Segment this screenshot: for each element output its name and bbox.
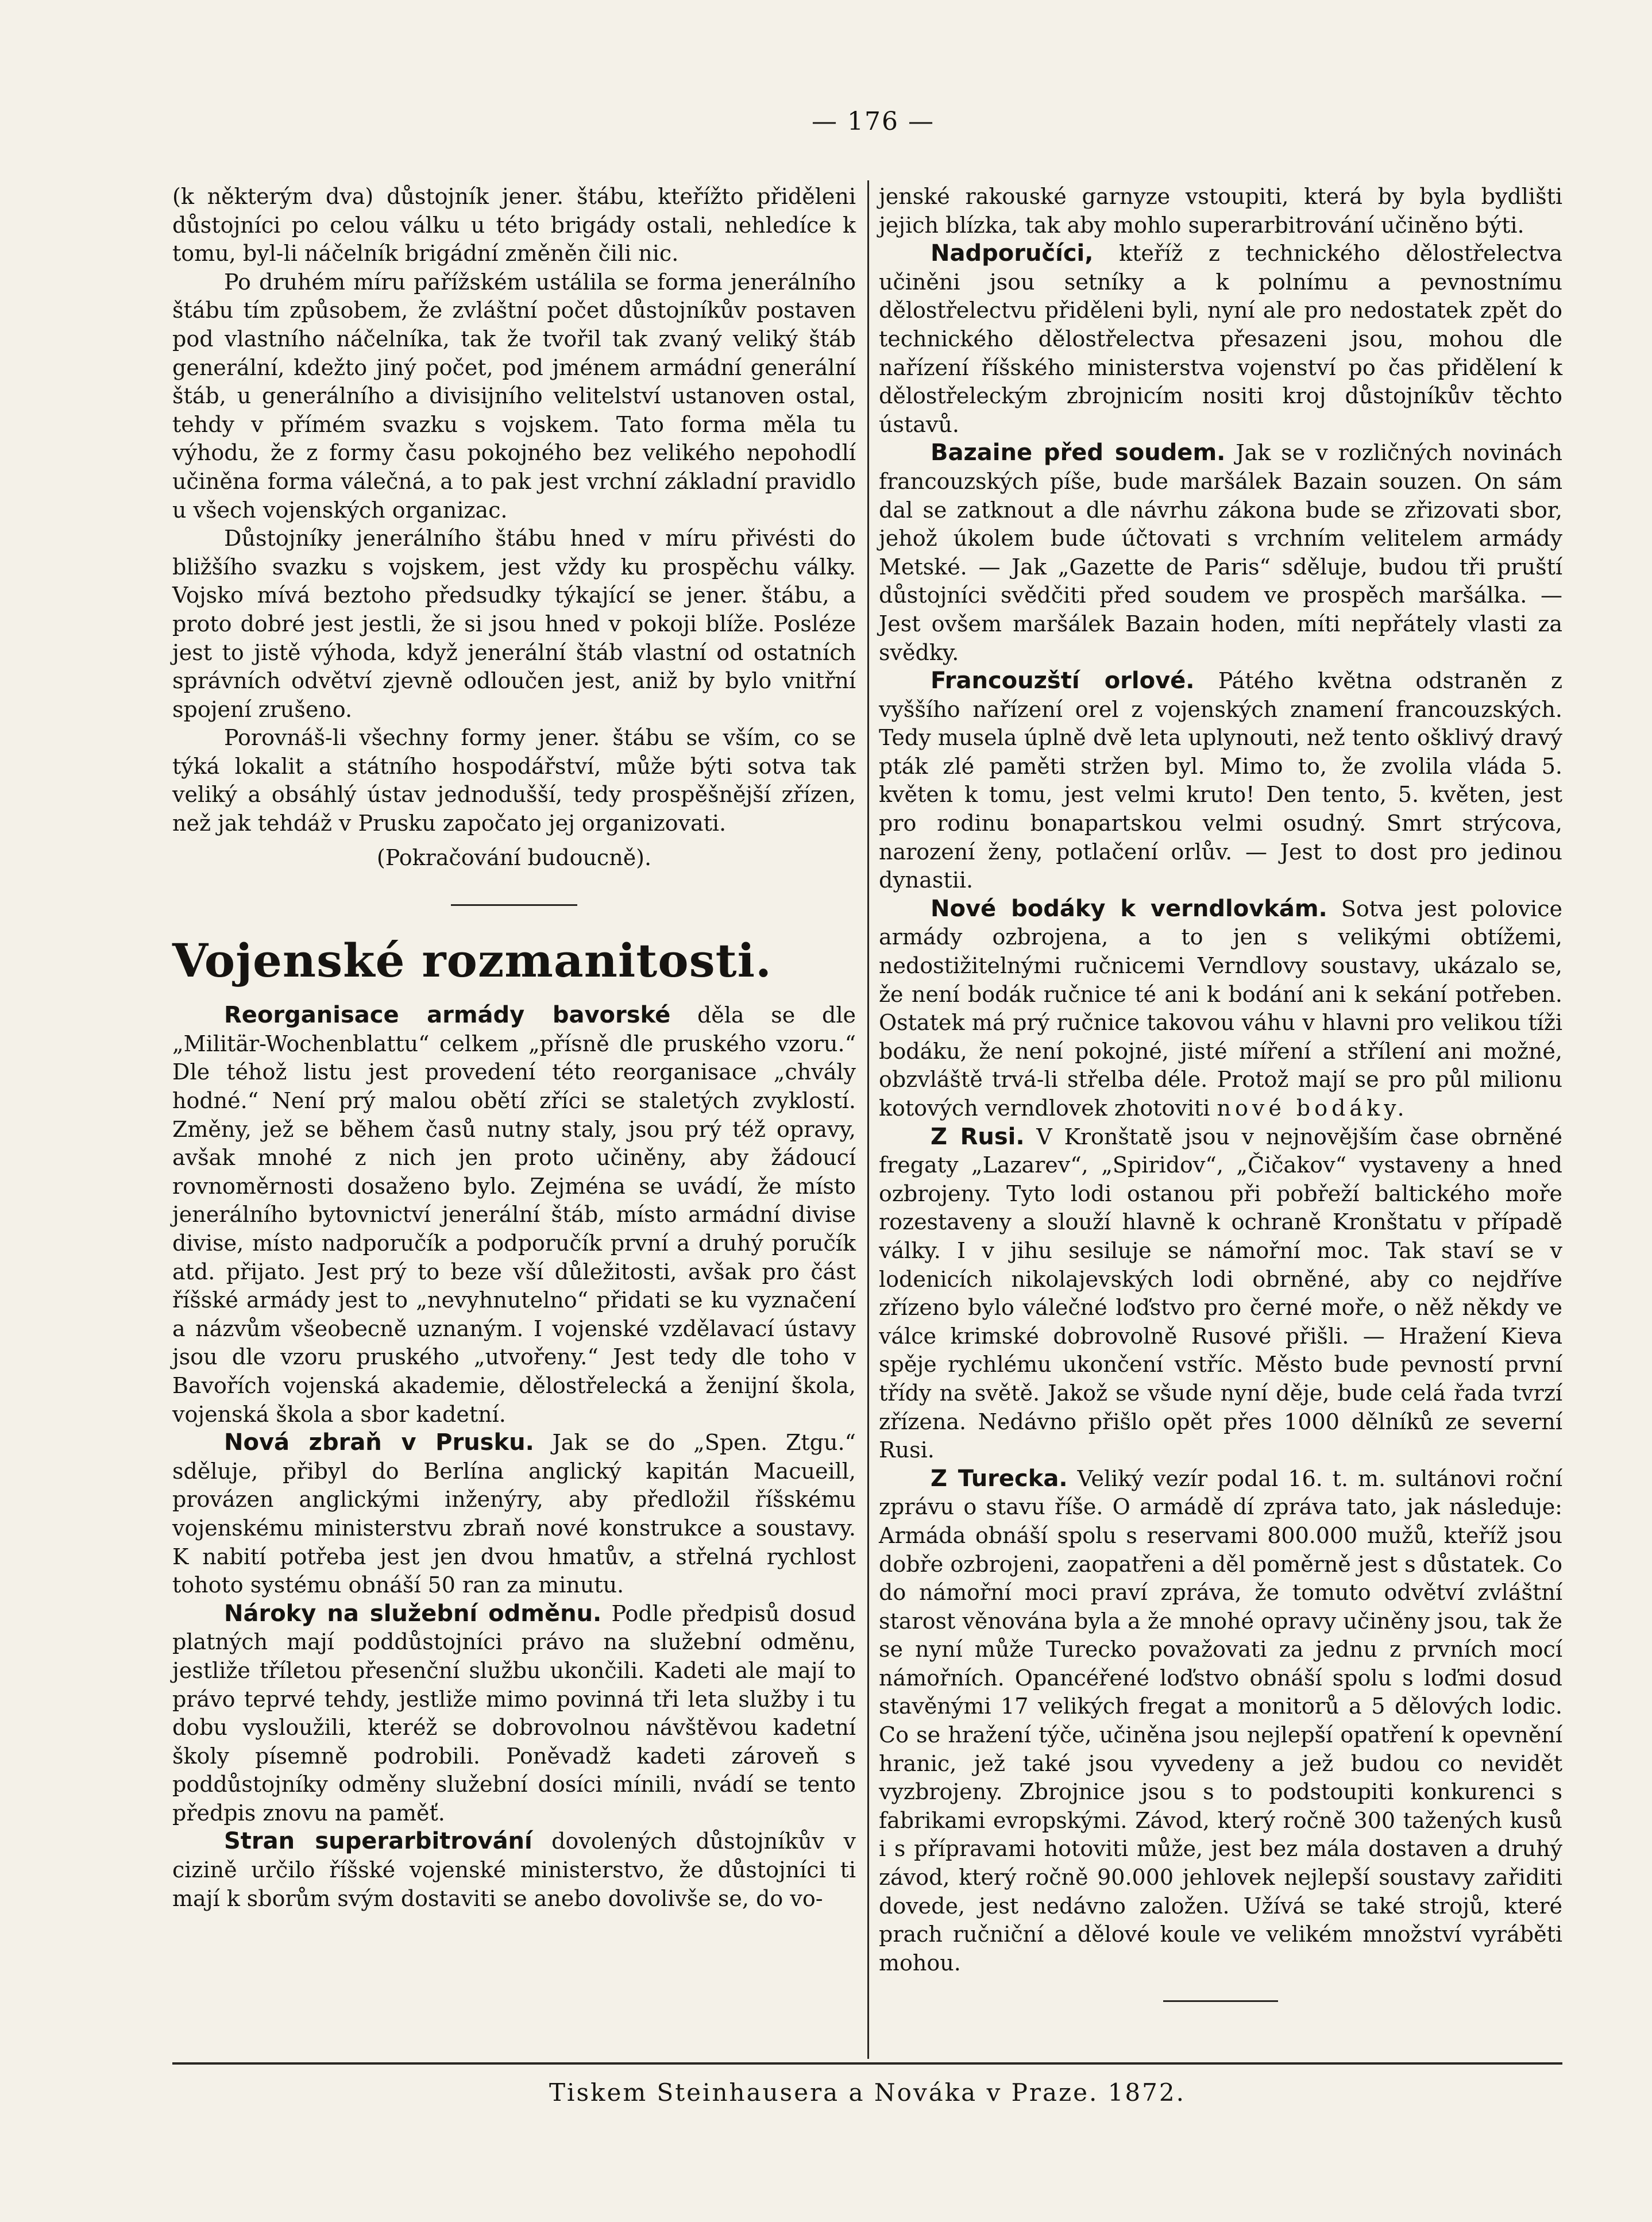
- news-item: [879, 240, 1562, 439]
- paragraph: Po druhém míru pařížském ustálila se forma jenerálního štábu tím způsobem, že zvláštní počet důstojníkův postaven pod vlastního náčelníka, tak že tvořil tak zvaný veliký štáb generální, kdežto jiný počet, pod jménem armádní generální štáb, u generálního a divisijního velitelství ustanoven ostal, tehdy v přímém svazku s vojskem. Tato forma měla tu výhodu, že z formy času pokojného bez velikého nepohodlí učiněna forma válečná, a to pak jest vrchní základní pravidlo u všech vojenských organizac.: [172, 269, 856, 523]
- news-item: [172, 1429, 856, 1600]
- news-heading: Nadporučíci,: [931, 240, 1094, 267]
- news-heading: Stran superarbitrování: [224, 1828, 532, 1855]
- news-item: [879, 1465, 1562, 1978]
- news-item: [172, 1001, 856, 1429]
- footer-rule: [172, 2062, 1562, 2065]
- end-rule: [1163, 2000, 1278, 2002]
- section-divider: [451, 904, 577, 906]
- news-text: Veliký vezír podal 16. t. m. sultánovi roční zprávu o stavu říše. O armádě dí zpráva tato, jak následuje: Armáda obnáší spolu s reservami 800.000 mužů, kteříž jsou dobře ozbrojeni, zaopatřeni a děl poměrně jest s důstatek. Co do námořní moci praví zpráva, že tomuto odvětví zvláštní starost věnována byla a že mnohé opravy učiněny jsou, tak že se nyní může Turecko považovati za jednu z prvních mocí námořních. Opancéřené loďstvo obnáší spolu s loďmi dosud stavěnými 17 velikých fregat a monitorů a 5 dělových lodic. Co se hražení týče, učiněna jsou nejlepší opatření k opevnění hranic, jež také jsou vyvedeny a jež budou co nevidět vyzbrojeny. Zbrojnice jsou s to podstoupiti konkurenci s fabrikami evropskými. Závod, který ročně 300 tažených kusů i s přípravami hotoviti může, jest bez mála dostaven a druhý závod, který ročně 90.000 jehlovek nejlepší soustavy zařiditi dovede, jest nedávno založen. Užívá se také strojů, které prach ručniční a dělové koule ve velikém množství vyráběti mohou.: [879, 1465, 1562, 1976]
- news-text: Pátého května odstraněn z vyššího nařízení orel z vojenských znamení francouzských. Tedy musela úplně dvě leta uplynouti, než tento ošklivý dravý pták zlé paměti stržen byl. Mimo to, že zvolila vláda 5. květen k tomu, jest velmi kruto! Den tento, 5. květen, jest pro rodinu bonapartskou velmi osudný. Smrt strýcova, narození ženy, potlačení orlův. — Jest to dost pro jedinou dynastii.: [879, 668, 1562, 893]
- news-text: Jak se v rozličných novinách francouzských píše, bude maršálek Bazain souzen. On sám dal se zatknout a dle návrhu zákona bude se zřizovati sbor, jehož úkolem bude účtovati s vrchním velitelem armády Metské. — Jak „Gazette de Paris“ sděluje, budou tři pruští důstojníci svědčiti před soudem ve prospěch maršálka. — Jest ovšem maršálek Bazain hoden, míti nepřátely vlasti za svědky.: [879, 440, 1562, 665]
- paragraph: (k některým dva) důstojník jener. štábu, kteřížto přiděleni důstojníci po celou válku u této brigády ostali, nehledíce k tomu, byl-li náčelník brigádní změněn čili nic.: [172, 184, 856, 267]
- news-heading: Nová zbraň v Prusku.: [224, 1429, 534, 1456]
- news-heading: Nároky na služební odměnu.: [224, 1600, 602, 1627]
- continued-note: (Pokračování budoucně).: [376, 844, 652, 870]
- news-heading: Bazaine před soudem.: [931, 439, 1226, 466]
- news-heading: Z Rusi.: [931, 1123, 1025, 1150]
- news-heading: Francouzští orlové.: [931, 668, 1195, 695]
- news-item: [879, 439, 1562, 667]
- column-divider: [867, 180, 869, 2059]
- news-text: Jak se do „Spen. Ztgu.“ sděluje, přibyl do Berlína anglický kapitán Macueill, provázen anglickými inženýry, aby předložil říšskému vojenskému ministerstvu zbraň nové konstrukce a soustavy. K nabití potřeba jest jen dvou hmatův, a střelná rychlost tohoto systému obnáší 50 ran za minutu.: [172, 1430, 856, 1598]
- section-title: Vojenské rozmanitosti.: [172, 933, 772, 988]
- news-text: děla se dle „Militär-Wochenblattu“ celkem „přísně dle pruského vzoru.“ Dle téhož listu jest provedení této reorganisace „chvály hodné.“ Není prý malou obětí zříci se staletých zvyklostí. Změny, jež se během časů nutny staly, jsou prý též opravy, avšak mnohé z nich jen proto učiněny, aby žádoucí rovnoměrnosti dosaženo bylo. Zejména se uvádí, že místo jenerálního bytovnictví jenerální štáb, místo armádní divise divise, místo nadporučík a podporučík první a druhý poručík atd. přijato. Jest prý to beze vší důležitosti, avšak pro část říšské armády jest to „nevyhnutelno“ přidati se ku vyznačení a názvům všeobecně uznaným. I vojenské vzdělavací ústavy jsou dle vzoru pruského „utvořeny.“ Jest tedy dle toho v Bavořích vojenská akademie, dělostřelecká a ženijní škola, vojenská škola a sbor kadetní.: [172, 1002, 856, 1427]
- spaced-emphasis: nové bodáky.: [1217, 1095, 1408, 1121]
- page-number: — 176 —: [812, 107, 935, 136]
- news-text: Sotva jest polovice armády ozbrojena, a to jen s velikými obtížemi, nedostižitelnými ručnicemi Verndlovy soustavy, ukázalo se, že není bodák ručnice té ani k bodání ani k sekání potřeben. Ostatek má prý ručnice takovou váhu v hlavni pro velikou tíži bodáku, že není pokojné, jisté míření a střílení ani možné, obzvláště trvá-li střelba déle. Protož mají se pro půl milionu kotových verndlovek zhotoviti: [879, 896, 1562, 1121]
- continuation-text: jenské rakouské garnyze vstoupiti, která by byla bydlišti jejich blízka, tak aby mohlo superarbitrování učiněno býti.: [879, 184, 1562, 238]
- news-item: [879, 667, 1562, 895]
- news-text: Podle předpisů dosud platných mají poddůstojníci právo na služební odměnu, jestliže tříletou přesenční službu ukončili. Kadeti ale mají to právo teprvé tehdy, jestliže mimo povinná tři leta služby i tu dobu vysloužili, kteréž se dobrovolnou návštěvou kadetní školy písemně podrobili. Poněvadž kadeti zároveň s poddůstojníky odměny služební dosíci mínili, nvádí se tento předpis znovu na paměť.: [172, 1600, 856, 1826]
- left-column: [172, 183, 856, 1913]
- news-item: [172, 1827, 856, 1913]
- printer-imprint: Tiskem Steinhausera a Nováka v Praze. 1872.: [549, 2078, 1186, 2107]
- news-heading: Z Turecka.: [931, 1465, 1068, 1492]
- news-item: [879, 1123, 1562, 1465]
- paragraph: Důstojníky jenerálního štábu hned v míru přivésti do bližšího svazku s vojskem, jest vždy ku prospěchu války. Vojsko mívá beztoho předsudky týkající se jener. štábu, a proto dobré jest jestli, že si jsou hned v pokoji blíže. Posléze jest to jistě výhoda, když jenerální štáb vlastní od ostatních správních odvětví zjevně odloučen jest, aniž by bylo vnitřní spojení zrušeno.: [172, 526, 856, 722]
- news-heading: Nové bodáky k verndlovkám.: [931, 895, 1327, 922]
- news-heading: Reorganisace armády bavorské: [224, 1002, 671, 1029]
- news-item: [879, 895, 1562, 1123]
- news-item: [172, 1600, 856, 1828]
- news-text: kteříž z technického dělostřelectva učiněni jsou setníky a k polnímu a pevnostnímu dělostřelectvu přiděleni byli, nyní ale pro nedostatek zpět do technického dělostřelectva přesazeni jsou, mohou dle nařízení říšského ministerstva vojenství po čas přidělení k dělostřeleckým zbrojnicím nositi kroj důstojníkův těchto ústavů.: [879, 241, 1562, 437]
- paragraph: Porovnáš-li všechny formy jener. štábu se vším, co se týká lokalit a státního hospodářství, může býti sotva tak veliký a obsáhlý ústav jednodušší, tedy prospěšnější zřízen, než jak tehdáž v Prusku započato jej organizovati.: [172, 725, 856, 836]
- news-text: V Kronštatě jsou v nejnovějším čase obrněné fregaty „Lazarev“, „Spiridov“, „Čičakov“ vystaveny a hned ozbrojeny. Tyto lodi ostanou při pobřeží baltického moře rozestaveny a slouží hlavně k ochraně Kronštatu v případě války. I v jihu sesiluje se námořní moc. Tak staví se v lodenicích nikolajevských lodi obrněné, aby co nejdříve zřízeno bylo válečné loďstvo pro černé moře, o něž někdy ve válce krimské dobrovolně Rusové přišli. — Hražení Kieva spěje rychlému ukončení vstříc. Město bude pevností první třídy na světě. Jakož se všude nyní děje, bude celá řada tvrzí zřízena. Nedávno přišlo opět přes 1000 dělníků ze severní Rusi.: [879, 1124, 1562, 1463]
- news-text: dovolených důstojníkův v cizině určilo říšské vojenské ministerstvo, že důstojníci ti mají k sborům svým dostaviti se anebo dovolivše se, do vo-: [172, 1828, 856, 1911]
- right-column: [879, 183, 1562, 2002]
